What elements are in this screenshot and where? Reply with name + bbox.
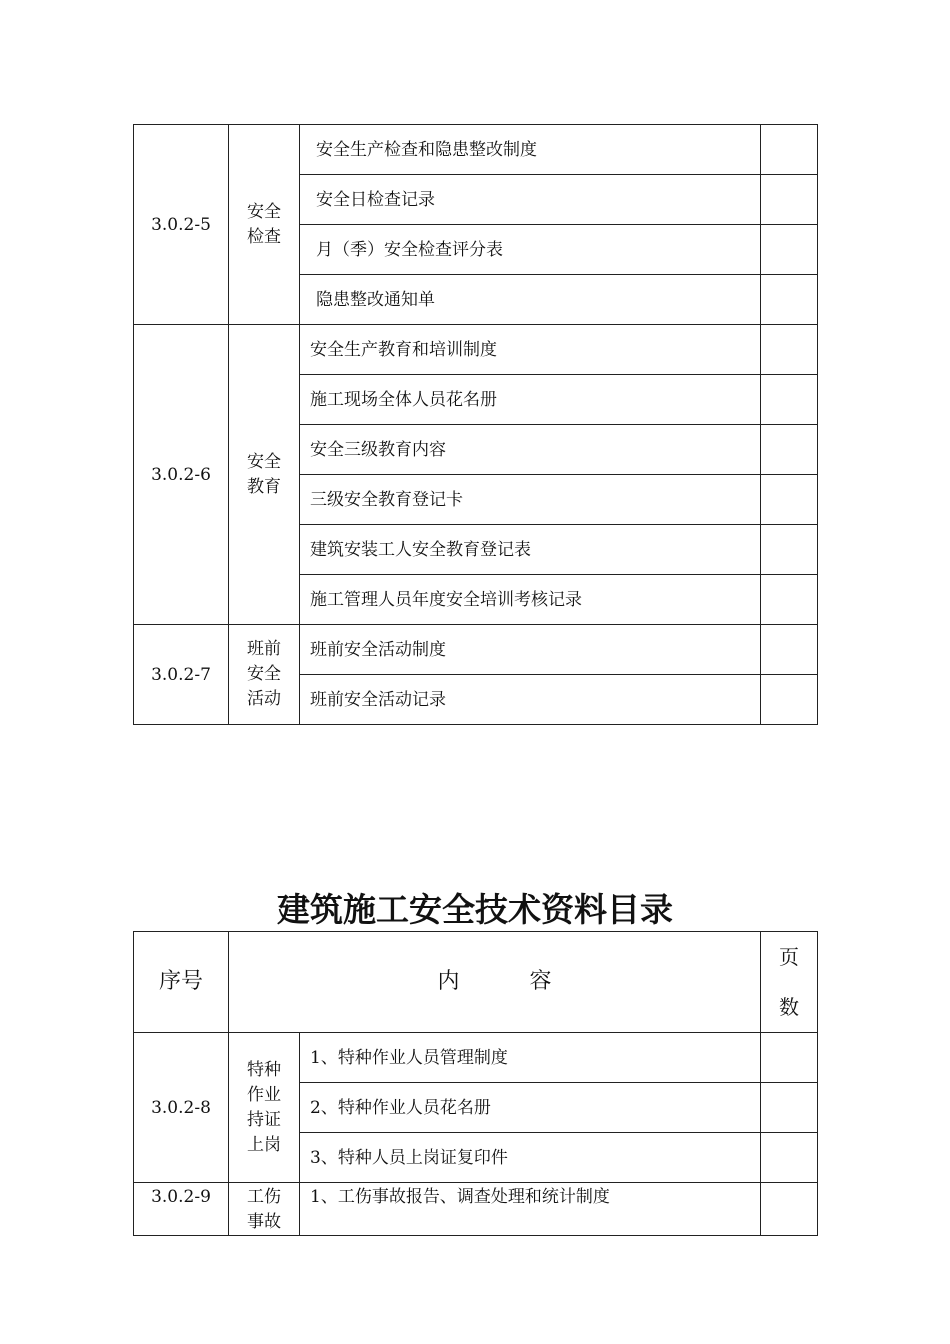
page-count-cell — [761, 425, 818, 475]
list-item: 2、特种作业人员花名册 — [300, 1083, 761, 1133]
page-count-cell — [761, 1133, 818, 1183]
table-row — [134, 625, 818, 675]
table-row — [134, 1183, 818, 1236]
table-header-row — [134, 932, 818, 1033]
page-count-cell — [761, 325, 818, 375]
page-count-cell — [761, 175, 818, 225]
page-count-cell — [761, 675, 818, 725]
document-title: 建筑施工安全技术资料目录 — [277, 890, 673, 929]
page-count-cell — [761, 375, 818, 425]
list-item: 班前安全活动制度 — [300, 625, 761, 675]
header-content: 内容 — [229, 932, 761, 1033]
page-count-cell — [761, 1033, 818, 1083]
catalog-table-bottom — [133, 931, 818, 1236]
section-code: 3.0.2-5 — [134, 125, 229, 325]
list-item: 安全生产教育和培训制度 — [300, 325, 761, 375]
page-count-cell — [761, 125, 818, 175]
section-category: 安全检查 — [229, 125, 300, 325]
list-item: 施工管理人员年度安全培训考核记录 — [300, 575, 761, 625]
list-item: 安全日检查记录 — [300, 175, 761, 225]
section-category: 班前安全活动 — [229, 625, 300, 725]
list-item: 三级安全教育登记卡 — [300, 475, 761, 525]
page-count-cell — [761, 1083, 818, 1133]
table-row — [134, 125, 818, 175]
section-code: 3.0.2-6 — [134, 325, 229, 625]
catalog-table-top — [133, 124, 818, 725]
section-code: 3.0.2-9 — [134, 1183, 229, 1236]
section-code: 3.0.2-7 — [134, 625, 229, 725]
list-item: 月（季）安全检查评分表 — [300, 225, 761, 275]
list-item: 安全生产检查和隐患整改制度 — [300, 125, 761, 175]
list-item: 1、工伤事故报告、调查处理和统计制度 — [300, 1183, 761, 1236]
list-item: 3、特种人员上岗证复印件 — [300, 1133, 761, 1183]
list-item: 隐患整改通知单 — [300, 275, 761, 325]
list-item: 班前安全活动记录 — [300, 675, 761, 725]
page-count-cell — [761, 475, 818, 525]
section-category: 安全教育 — [229, 325, 300, 625]
header-seq: 序号 — [134, 932, 229, 1033]
section-code: 3.0.2-8 — [134, 1033, 229, 1183]
page-count-cell — [761, 225, 818, 275]
table-row — [134, 1033, 818, 1083]
page-count-cell — [761, 1183, 818, 1236]
list-item: 安全三级教育内容 — [300, 425, 761, 475]
table-row — [134, 325, 818, 375]
page-count-cell — [761, 575, 818, 625]
page-count-cell — [761, 625, 818, 675]
list-item: 1、特种作业人员管理制度 — [300, 1033, 761, 1083]
section-category: 特种作业持证上岗 — [229, 1033, 300, 1183]
page-count-cell — [761, 275, 818, 325]
list-item: 施工现场全体人员花名册 — [300, 375, 761, 425]
list-item: 建筑安装工人安全教育登记表 — [300, 525, 761, 575]
section-category: 工伤事故 — [229, 1183, 300, 1236]
page-count-cell — [761, 525, 818, 575]
header-pages: 页数 — [761, 932, 818, 1033]
